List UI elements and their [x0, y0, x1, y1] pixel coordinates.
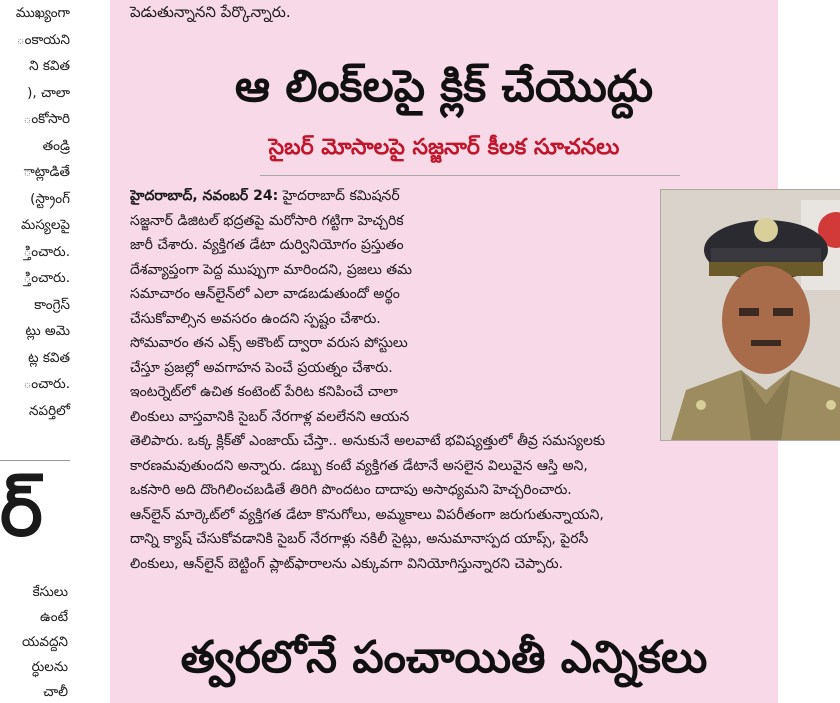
body-line	[130, 184, 535, 209]
adjacent-text-line: కాంగ్రెస్	[34, 296, 70, 313]
adjacent-text-line: కేసులు	[32, 584, 68, 600]
article-body	[130, 184, 760, 576]
body-line: ఇంటర్నెట్‌లో ఉచిత కంటెంట్ పేరిట కనిపించే చాలా	[130, 384, 398, 400]
adjacent-text-line: తండ్రి	[42, 137, 70, 154]
body-line: దాన్ని క్యాష్ చేసుకోవడానికి సైబర్ నేరగాళ్లు నకిలీ సైట్లు, అనుమానాస్పద యాప్స్, పైరసీ	[130, 531, 589, 547]
adjacent-column	[0, 0, 72, 703]
adjacent-headline-fragment: ర్	[0, 468, 43, 552]
article-body-full-width	[130, 429, 760, 576]
article-subheadline: సైబర్ మోసాలపై సజ్జనార్ కీలక సూచనలు	[268, 135, 620, 160]
body-line: లింకులు వాస్తవానికి సైబర్ నేరగాళ్ల వలలేనని ఆయన	[130, 408, 410, 425]
body-line: చేస్తూ ప్రజల్లో అవగాహన పెంచే ప్రయత్నం చేశారు.	[130, 359, 393, 376]
body-line: లింకులు, ఆన్‌లైన్ బెట్టింగ్ ప్లాట్‌ఫారాలను ఎక్కువగా వినియోగిస్తున్నారని చెప్పారు.	[130, 555, 564, 572]
news-article	[110, 0, 778, 703]
adjacent-text-line: యవద్దని	[22, 634, 68, 650]
body-line-text: హైదరాబాద్ కమిషనర్	[278, 188, 400, 204]
adjacent-text-line: నపర్తిలో	[29, 402, 70, 419]
adjacent-text-line: ట్ల కవిత	[28, 349, 70, 366]
adjacent-text-line: ంకోసారి	[23, 111, 70, 127]
body-line: దేశవ్యాప్తంగా పెద్ద ముప్పుగా మారిందని, ప్రజలు తమ	[130, 261, 412, 278]
adjacent-text-line: చాలీ	[43, 684, 68, 700]
adjacent-text-line: ముఖ్యంగా	[15, 5, 70, 21]
body-line: జారీ చేశారు. వ్యక్తిగత డేటా దుర్వినియోగం ప్రస్తుతం	[130, 237, 404, 253]
body-line: ఒకసారి అది దొంగిలించబడితే తిరిగి పొందటం దాదాపు అసాధ్యమని హెచ్చరించారు.	[130, 482, 572, 498]
body-line: ఆన్‌లైన్ మార్కెట్‌లో వ్యక్తిగత డేటా కొనుగోలు, అమ్మకాలు విపరీతంగా జరుగుతున్నాయని,	[130, 506, 604, 523]
adjacent-text-line: ంచారు.	[23, 376, 70, 392]
body-line: చేసుకోవాల్సిన అవసరం ఉందని స్పష్టం చేశారు.	[130, 310, 381, 327]
body-line: సోమవారం తన ఎక్స్ అకౌంట్ ద్వారా వరుస పోస్టులు	[130, 335, 408, 351]
adjacent-text-line: ), చాలా	[27, 84, 70, 101]
column-divider	[0, 460, 70, 461]
previous-article-end: పెడుతున్నానని పేర్కొన్నారు.	[130, 3, 291, 21]
body-line: సమాచారం ఆన్‌లైన్‌లో ఎలా వాడబడుతుందో అర్థం	[130, 286, 400, 302]
subheadline-divider	[260, 175, 680, 176]
body-line: కారణమవుతుందని అన్నారు. డబ్బు కంటే వ్యక్తిగత డేటానే అసలైన విలువైన ఆస్తి అని,	[130, 457, 588, 474]
adjacent-text-line: ాట్లాడితే	[23, 164, 70, 180]
adjacent-text-line: (స్ట్రాంగ్	[30, 190, 70, 207]
dateline: హైదరాబాద్, నవంబర్ 24:	[130, 188, 279, 204]
adjacent-text-line: ట్లు అమె	[25, 323, 70, 339]
body-line: తెలిపారు. ఒక్క క్లిక్‌తో ఎంజాయ్ చేస్తా.. అనుకునే అలవాటే భవిష్యత్తులో తీవ్ర సమస్యలకు	[130, 433, 606, 449]
adjacent-text-line: ్తించారు.	[23, 243, 70, 260]
article-body-wrapped	[130, 184, 760, 429]
next-article-headline: త్వరలోనే పంచాయితీ ఎన్నికలు	[180, 632, 708, 683]
adjacent-text-line: ని కవిత	[29, 58, 70, 74]
body-line: సజ్జనార్ డిజిటల్ భద్రతపై మరోసారి గట్టిగా హెచ్చరిక	[130, 212, 404, 229]
adjacent-text-line: ఉంటే	[39, 609, 68, 625]
adjacent-text-line: ్తించారు.	[23, 270, 70, 286]
article-headline: ఆ లింక్‌లపై క్లిక్ చేయొద్దు	[234, 61, 654, 112]
adjacent-text-line: మస్యలపై	[21, 217, 70, 233]
adjacent-text-line: ర్ధులను	[31, 659, 68, 675]
adjacent-text-line: ంకాయని	[16, 31, 70, 48]
